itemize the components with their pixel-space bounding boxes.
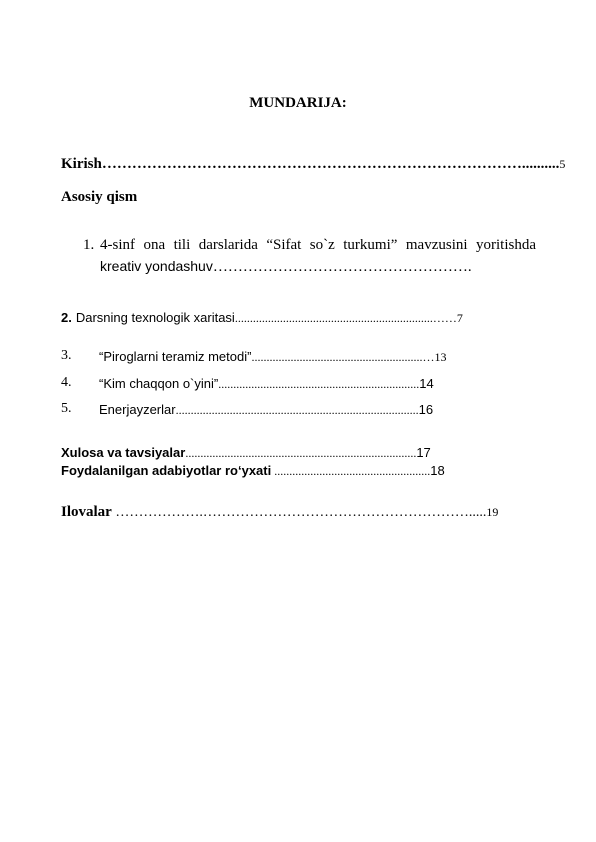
toc-item-number: 5. xyxy=(61,401,72,416)
toc-entry-ilovalar[interactable] xyxy=(61,503,498,521)
toc-item-number: 2. xyxy=(61,310,72,325)
toc-title: Darsning texnologik xaritasi xyxy=(75,310,235,325)
toc-title: “Piroglarni teramiz metodi” xyxy=(99,349,252,364)
toc-entry-kirish[interactable] xyxy=(61,155,565,173)
toc-leader: ................................................................................. xyxy=(175,403,419,417)
toc-leader: ……………………………………………. xyxy=(212,259,472,275)
toc-entry-1-line1[interactable]: 4-sinf ona tili darslarida “Sifat so`z turkumi” mavzusini yoritishda xyxy=(100,237,536,253)
page-title: MUNDARIJA: xyxy=(249,95,347,111)
toc-leader: ……………….…………………………………………………..... xyxy=(111,505,487,520)
toc-title: kreativ yondashuv xyxy=(100,258,213,274)
toc-item-number: 3. xyxy=(61,348,72,363)
toc-leader: .................................................... xyxy=(271,464,431,478)
toc-page-number: 18 xyxy=(430,463,445,478)
toc-entry-1-line2[interactable] xyxy=(100,258,472,276)
toc-page-number: 14 xyxy=(419,376,434,391)
toc-entry-xulosa[interactable] xyxy=(61,444,431,462)
toc-page-number: 7 xyxy=(456,311,463,325)
toc-page-number: 5 xyxy=(559,157,566,171)
toc-leader: ................................................................... xyxy=(218,377,420,391)
toc-entry-4[interactable] xyxy=(99,375,434,393)
toc-leader: ..................................................................…… xyxy=(234,311,457,325)
toc-page-number: 16 xyxy=(418,402,434,417)
toc-title: Foydalanilgan adabiyotlar ro‘yxati xyxy=(61,463,272,478)
toc-entry-2[interactable] xyxy=(61,309,463,327)
toc-leader: ............................................................................. xyxy=(185,446,417,460)
toc-item-number: 1. xyxy=(83,237,95,253)
toc-page-number: 13 xyxy=(434,350,447,364)
toc-entry-5[interactable] xyxy=(99,401,433,419)
toc-section-asosiy: Asosiy qism xyxy=(61,189,138,205)
toc-page-number: 19 xyxy=(486,505,499,519)
toc-leader: ………………………………………………………………………….......... xyxy=(101,156,560,172)
toc-item-number: 4. xyxy=(61,375,72,390)
toc-page-number: 17 xyxy=(416,445,431,460)
toc-title: Xulosa va tavsiyalar xyxy=(61,445,186,460)
toc-leader: .........................................................… xyxy=(251,350,435,364)
toc-title: Enerjayzerlar xyxy=(99,402,176,417)
toc-entry-foydalanilgan[interactable] xyxy=(61,462,445,480)
toc-title: Ilovalar xyxy=(61,504,112,520)
toc-title: “Kim chaqqon o`yini” xyxy=(99,376,219,391)
toc-title: Kirish xyxy=(61,156,102,172)
toc-entry-3[interactable] xyxy=(99,348,446,366)
